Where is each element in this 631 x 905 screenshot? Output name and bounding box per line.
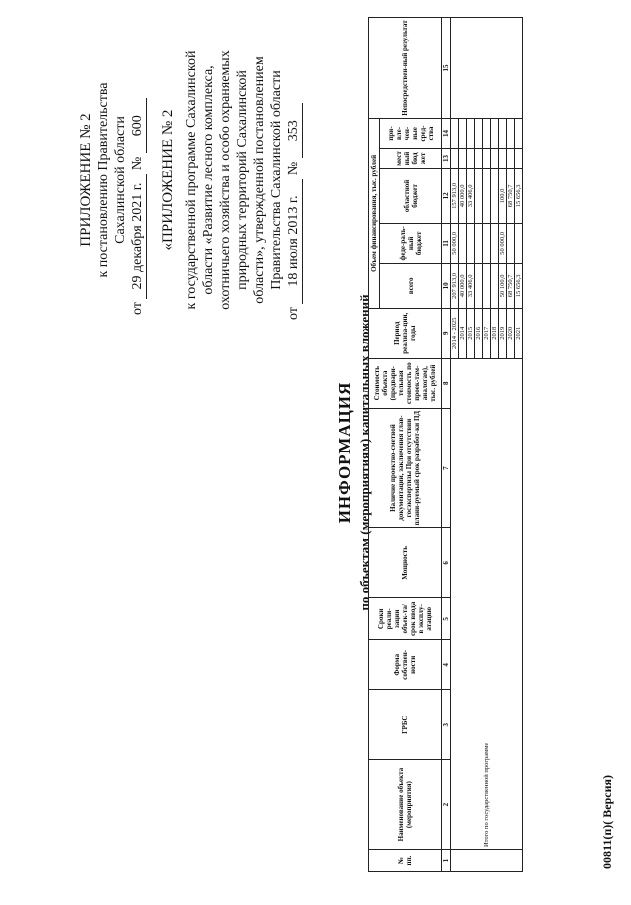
other-cell <box>515 119 523 149</box>
total-cell: 33 406,0 <box>467 263 475 308</box>
total-cell: 40 000,0 <box>459 263 467 308</box>
footer-version: 00811(п)( Версия) <box>600 775 614 869</box>
local-cell <box>515 148 523 168</box>
table-row <box>451 18 459 872</box>
appendix-1-num: 600 <box>129 98 147 153</box>
header-federal: феде-раль-ный бюджет <box>380 223 442 263</box>
col-number: 4 <box>442 640 451 690</box>
period-cell: 2017 <box>483 308 491 358</box>
col-number: 2 <box>442 760 451 850</box>
total-cell: 207 913,0 <box>451 263 459 308</box>
regional-cell <box>475 168 483 223</box>
col-number: 13 <box>442 148 451 168</box>
col-number: 10 <box>442 263 451 308</box>
local-cell <box>491 148 499 168</box>
col-number: 5 <box>442 598 451 640</box>
other-cell <box>467 119 475 149</box>
federal-cell <box>459 223 467 263</box>
other-cell <box>459 119 467 149</box>
appendix-2-date-prefix: от <box>286 307 301 320</box>
header-other: при-вле-чен-ные сред-ства <box>380 119 442 149</box>
col-number: 6 <box>442 528 451 598</box>
appendix-1-title: ПРИЛОЖЕНИЕ № 2 <box>78 113 94 247</box>
row-num-cell <box>451 850 523 872</box>
appendix-2-line4: природных территорий Сахалинской <box>235 70 250 290</box>
local-cell <box>483 148 491 168</box>
federal-cell <box>491 223 499 263</box>
appendix-1-date-prefix: от <box>130 302 145 315</box>
total-cell <box>491 263 499 308</box>
header-name: Наименование объекта (мероприятия) <box>369 760 442 850</box>
column-numbers-row <box>442 18 451 872</box>
appendix-1-num-prefix: № <box>130 156 145 171</box>
regional-cell: 40 000,0 <box>459 168 467 223</box>
other-cell <box>491 119 499 149</box>
header-documentation: Наличие проектно-сметной документации, заключения глав-госэкспертизы При отсутствии плани-руемый срок разработ-ки ПД <box>369 408 442 528</box>
appendix-1-date: 29 декабря 2021 г. <box>129 174 147 299</box>
header-regional: областной бюджет <box>380 168 442 223</box>
period-cell: 2014 <box>459 308 467 358</box>
total-cell: 68 750,7 <box>507 263 515 308</box>
col-number: 11 <box>442 223 451 263</box>
period-cell: 2016 <box>475 308 483 358</box>
federal-cell <box>483 223 491 263</box>
col-number: 7 <box>442 408 451 528</box>
other-cell <box>507 119 515 149</box>
regional-cell <box>491 168 499 223</box>
other-cell <box>483 119 491 149</box>
header-local: мест ный бюд жет <box>380 148 442 168</box>
local-cell <box>475 148 483 168</box>
period-cell: 2019 <box>499 308 507 358</box>
federal-cell <box>467 223 475 263</box>
appendix-2-block <box>160 20 303 340</box>
period-cell: 2020 <box>507 308 515 358</box>
result-cell <box>451 18 523 119</box>
appendix-2-line1: к государственной программе Сахалинской <box>184 50 199 310</box>
col-number: 1 <box>442 850 451 872</box>
appendix-2-line3: охотничьего хозяйства и особо охраняемых <box>218 50 233 310</box>
appendix-1-line2: Сахалинской области <box>113 116 128 244</box>
header-period: Период реализа-ции, годы <box>369 308 442 358</box>
local-cell <box>459 148 467 168</box>
total-cell <box>483 263 491 308</box>
total-cell <box>475 263 483 308</box>
period-cell: 2021 <box>515 308 523 358</box>
header-grbs: ГРБС <box>369 690 442 760</box>
other-cell <box>475 119 483 149</box>
other-cell <box>451 119 459 149</box>
federal-cell: 50 000,0 <box>499 223 507 263</box>
regional-cell: 15 656,3 <box>515 168 523 223</box>
appendix-2-line6: Правительства Сахалинской области <box>269 70 284 290</box>
regional-cell: 68 750,7 <box>507 168 515 223</box>
col-number: 12 <box>442 168 451 223</box>
local-cell <box>507 148 515 168</box>
other-cell <box>499 119 507 149</box>
federal-cell <box>475 223 483 263</box>
col-number: 3 <box>442 690 451 760</box>
header-funding: Объем финансирования, тыс. рублей <box>369 119 380 309</box>
header-cost: Стоимость объекта (предвари-тельная стоимость по проек-там-аналогам), тыс. рублей <box>369 358 442 408</box>
appendix-1-block <box>78 45 147 315</box>
appendix-2-date: 18 июля 2013 г. <box>285 179 303 304</box>
federal-cell <box>515 223 523 263</box>
row-label-cell: Итого по государственной программе <box>451 358 523 849</box>
local-cell <box>499 148 507 168</box>
appendix-2-line5: области», утвержденной постановлением <box>252 56 267 304</box>
capital-investments-table <box>368 17 523 872</box>
header-result: Непосредствен-ный результат <box>369 18 442 119</box>
appendix-1-line1: к постановлению Правительства <box>96 82 111 278</box>
col-number: 15 <box>442 18 451 119</box>
regional-cell <box>483 168 491 223</box>
header-total: всего <box>380 263 442 308</box>
total-cell: 50 100,0 <box>499 263 507 308</box>
header-ownership: Форма собствен-ности <box>369 640 442 690</box>
col-number: 8 <box>442 358 451 408</box>
appendix-2-num: 353 <box>285 103 303 158</box>
document-subtitle: по объектам (мероприятиям) капитальных вложений <box>357 294 372 611</box>
header-capacity: Мощность <box>369 528 442 598</box>
col-number: 14 <box>442 119 451 149</box>
period-cell: 2018 <box>491 308 499 358</box>
header-num: № пп. <box>369 850 442 872</box>
header-deadline: Сроки реали-зации объек-та/срок ввода в эксплу-атацию <box>369 598 442 640</box>
total-cell: 15 656,3 <box>515 263 523 308</box>
period-cell: 2014 - 2025 <box>451 308 459 358</box>
period-cell: 2015 <box>467 308 475 358</box>
regional-cell: 100,0 <box>499 168 507 223</box>
federal-cell <box>507 223 515 263</box>
document-title: ИНФОРМАЦИЯ <box>335 381 354 524</box>
local-cell <box>467 148 475 168</box>
appendix-2-line2: области «Развитие лесного комплекса, <box>201 65 216 295</box>
regional-cell: 33 406,0 <box>467 168 475 223</box>
col-number: 9 <box>442 308 451 358</box>
appendix-2-title: «ПРИЛОЖЕНИЕ № 2 <box>160 109 176 251</box>
regional-cell: 157 913,0 <box>451 168 459 223</box>
appendix-2-num-prefix: № <box>286 161 301 176</box>
federal-cell: 50 000,0 <box>451 223 459 263</box>
local-cell <box>451 148 459 168</box>
